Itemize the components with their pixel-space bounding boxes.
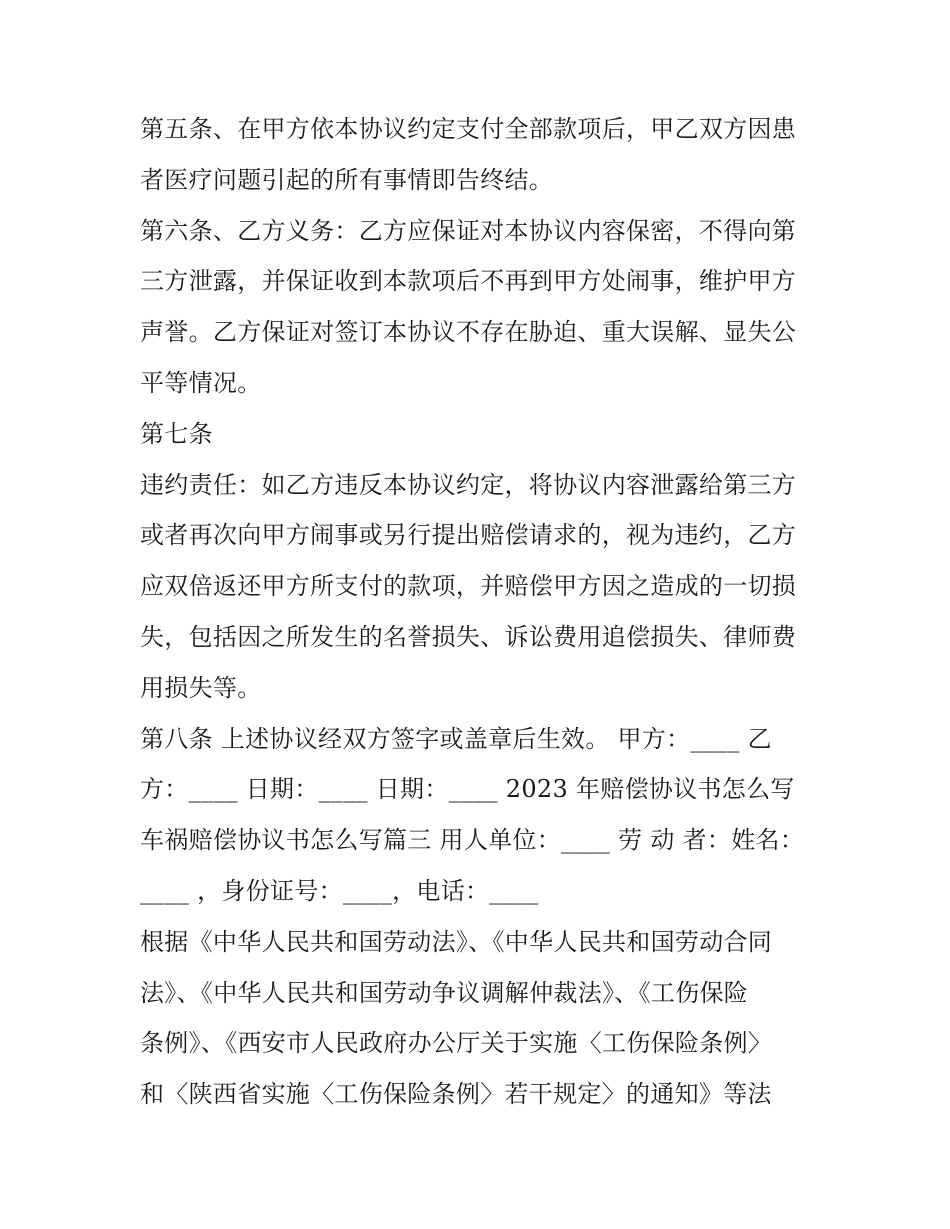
text-line: 声誉。乙方保证对签订本协议不存在胁迫、重大误解、显失公	[140, 318, 797, 347]
text-line: 失，包括因之所发生的名誉损失、诉讼费用追偿损失、律师费	[140, 622, 797, 651]
text-line: 违约责任：如乙方违反本协议约定，将协议内容泄露给第三方	[140, 470, 797, 499]
text-line: 平等情况。	[140, 368, 262, 397]
text-line: 条例》、《西安市人民政府办公厅关于实施〈工伤保险条例〉	[140, 1029, 773, 1058]
text-line: 用损失等。	[140, 673, 262, 702]
text-line: 第五条、在甲方依本协议约定支付全部款项后，甲乙双方因患	[140, 115, 797, 143]
document-body	[140, 104, 830, 1120]
text-line: 和〈陕西省实施〈工伤保险条例〉若干规定〉的通知》等法	[140, 1080, 772, 1109]
text-line: 车祸赔偿协议书怎么写篇三 用人单位：____ 劳 动 者：姓名：	[140, 826, 805, 855]
text-line: 者医疗问题引起的所有事情即告终结。	[140, 165, 554, 194]
text-line: ____ ，身份证号：____，电话：____	[140, 876, 539, 905]
text-line: 法》、《中华人民共和国劳动争议调解仲裁法》、《工伤保险	[140, 978, 749, 1007]
text-line: 或者再次向甲方闹事或另行提出赔偿请求的，视为违约，乙方	[140, 521, 797, 550]
text-line: 应双倍返还甲方所支付的款项，并赔偿甲方因之造成的一切损	[140, 572, 797, 601]
text-line: 第六条、乙方义务：乙方应保证对本协议内容保密，不得向第	[140, 216, 797, 245]
text-line: 三方泄露，并保证收到本款项后不再到甲方处闹事，维护甲方	[140, 267, 797, 296]
text-line: 第八条 上述协议经双方签字或盖章后生效。 甲方：____ 乙	[140, 724, 772, 753]
text-line: 根据《中华人民共和国劳动法》、《中华人民共和国劳动合同	[140, 927, 773, 956]
text-line: 方：____ 日期：____ 日期：____ 2023 年赔偿协议书怎么写	[140, 775, 795, 804]
text-line: 第七条	[140, 419, 213, 448]
